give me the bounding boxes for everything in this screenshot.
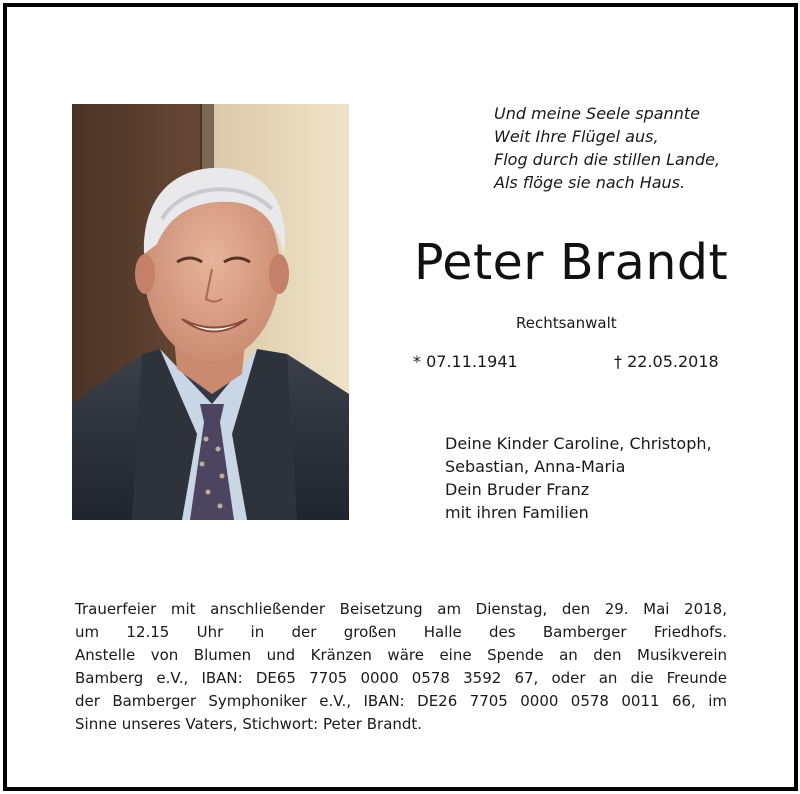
notice-line: Bamberg e.V., IBAN: DE65 7705 0000 0578 3592 67, oder an die Freunde — [75, 669, 727, 687]
death-date: † 22.05.2018 — [614, 352, 719, 371]
mourners-line: Dein Bruder Franz — [445, 480, 590, 499]
mourners-line: mit ihren Familien — [445, 503, 589, 522]
poem-line: Als flöge sie nach Haus. — [494, 173, 686, 192]
notice-line: Trauerfeier mit anschließender Beisetzung am Dienstag, den 29. Mai 2018, — [75, 600, 727, 618]
poem-line: Flog durch die stillen Lande, — [494, 150, 721, 169]
birth-date: * 07.11.1941 — [413, 352, 518, 371]
mourners-line: Sebastian, Anna-Maria — [445, 457, 626, 476]
deceased-name: Peter Brandt — [414, 234, 729, 291]
mourners-line: Deine Kinder Caroline, Christoph, — [445, 434, 712, 453]
deceased-profession: Rechtsanwalt — [516, 314, 617, 332]
funeral-notice — [75, 598, 727, 736]
notice-line: der Bamberger Symphoniker e.V., IBAN: DE26 7705 0000 0578 0011 66, im — [75, 692, 727, 710]
notice-line: Anstelle von Blumen und Kränzen wäre eine Spende an den Musikverein — [75, 646, 727, 664]
mourners-list — [445, 432, 712, 524]
poem — [494, 102, 720, 194]
notice-line: um 12.15 Uhr in der großen Halle des Bamberger Friedhofs. — [75, 623, 727, 641]
portrait-photo — [72, 104, 349, 520]
poem-line: Weit Ihre Flügel aus, — [494, 127, 659, 146]
notice-line: Sinne unseres Vaters, Stichwort: Peter Brandt. — [75, 715, 423, 733]
poem-line: Und meine Seele spannte — [494, 104, 700, 123]
